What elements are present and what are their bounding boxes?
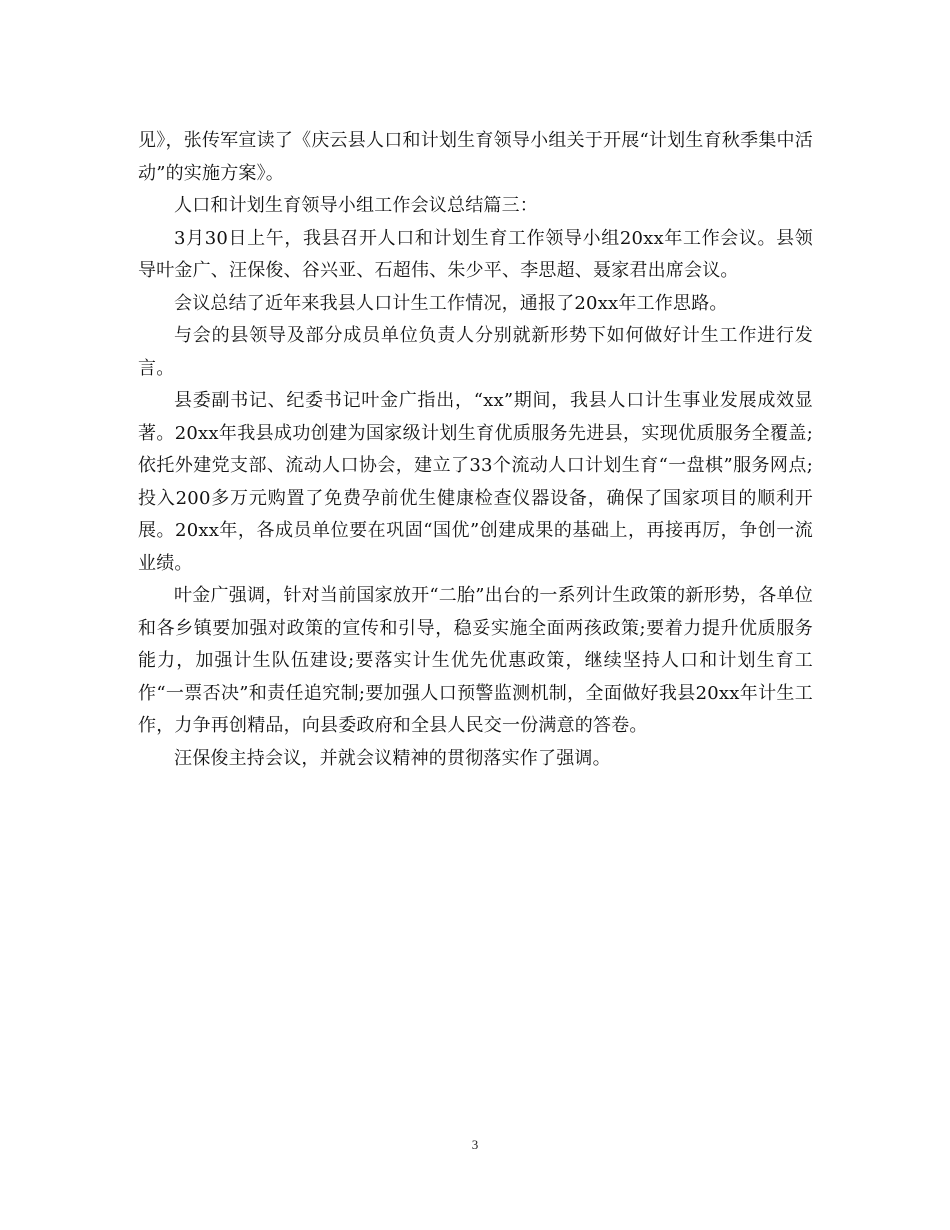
document-body xyxy=(138,125,813,775)
paragraph-6: 县委副书记、纪委书记叶金广指出，“xx”期间，我县人口计生事业发展成效显著。20xx年我县成功创建为国家级计划生育优质服务先进县，实现优质服务全覆盖;依托外建党支部、流动人口协会，建立了33个流动人口计划生育“一盘棋”服务网点;投入200多万元购置了免费孕前优生健康检查仪器设备，确保了国家项目的顺利开展。20xx年，各成员单位要在巩固“国优”创建成果的基础上，再接再厉，争创一流业绩。 xyxy=(138,390,813,574)
paragraph-3: 3月30日上午，我县召开人口和计划生育工作领导小组20xx年工作会议。县领导叶金广、汪保俊、谷兴亚、石超伟、朱少平、李思超、聂家君出席会议。 xyxy=(138,227,813,281)
paragraph-1: 见》，张传军宣读了《庆云县人口和计划生育领导小组关于开展“计划生育秋季集中活动”的实施方案》。 xyxy=(138,130,813,184)
section-heading: 人口和计划生育领导小组工作会议总结篇三： xyxy=(174,195,538,216)
page-number: 3 xyxy=(471,1137,479,1152)
paragraph-7: 叶金广强调，针对当前国家放开“二胎”出台的一系列计生政策的新形势，各单位和各乡镇要加强对政策的宣传和引导，稳妥实施全面两孩政策;要着力提升优质服务能力，加强计生队伍建设;要落实计生优先优惠政策，继续坚持人口和计划生育工作“一票否决”和责任追究制;要加强人口预警监测机制，全面做好我县20xx年计生工作，力争再创精品，向县委政府和全县人民交一份满意的答卷。 xyxy=(138,585,813,736)
paragraph-5: 与会的县领导及部分成员单位负责人分别就新形势下如何做好计生工作进行发言。 xyxy=(138,325,813,379)
paragraph-8: 汪保俊主持会议，并就会议精神的贯彻落实作了强调。 xyxy=(174,747,611,769)
paragraph-4: 会议总结了近年来我县人口计生工作情况，通报了20xx年工作思路。 xyxy=(174,292,728,314)
